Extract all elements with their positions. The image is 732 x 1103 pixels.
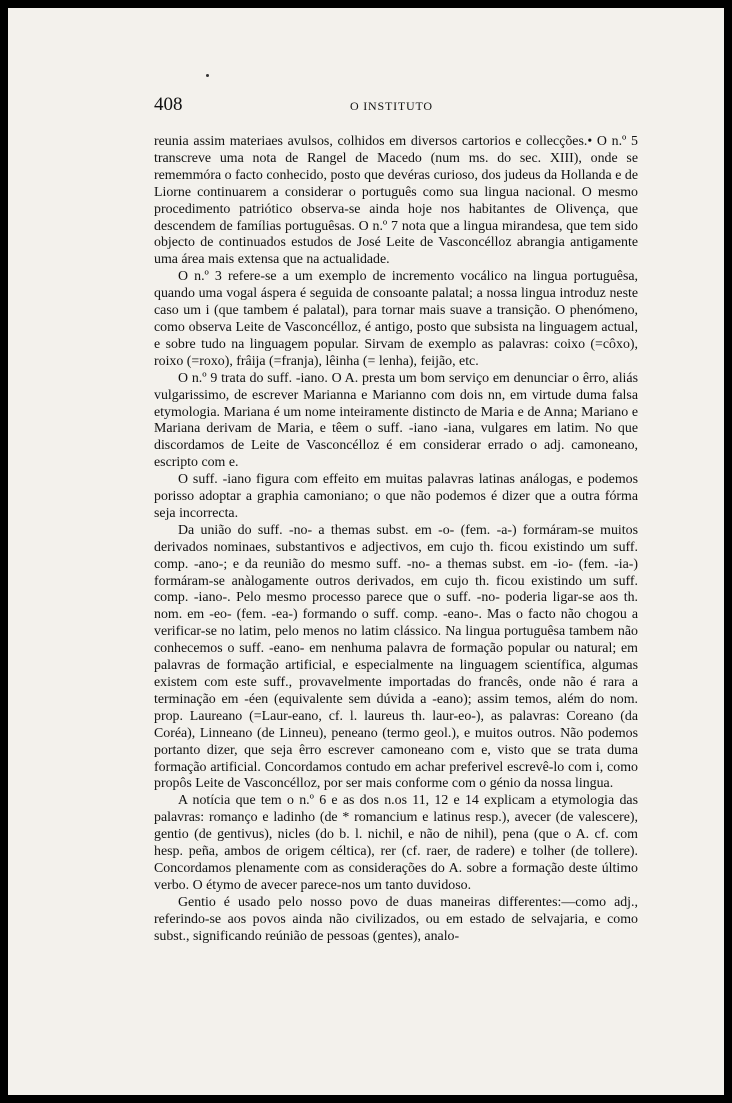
- scan-speck: [206, 74, 209, 77]
- body-text: [154, 134, 638, 946]
- paragraph-2: O n.º 3 refere-se a um exemplo de incremento vocálico na lingua portuguêsa, quando uma vogal áspera é seguida de consoante palatal; a nossa lingua introduz neste caso um i (que tambem é palatal), para tornar mais suave a transição. O phenómeno, como observa Leite de Vasconcélloz, é antigo, posto que subsista na linguagem actual, e sobre tudo na linguagem popular. Sirvam de exemplo as palavras: coixo (=côxo), roixo (=roxo), frâija (=franja), lêinha (= lenha), feijão, etc.: [154, 269, 638, 369]
- running-title: O INSTITUTO: [350, 99, 433, 113]
- scanned-page: [8, 8, 724, 1095]
- paragraph-1: reunia assim materiaes avulsos, colhidos em diversos cartorios e collecções.• O n.º 5 transcreve uma nota de Rangel de Macedo (num ms. do sec. XIII), onde se rememmóra o facto conhecido, posto que devéras curioso, dos judeus da Hollanda e de Liorne continuarem a considerar o português como sua lingua nacional. O mesmo procedimento patriótico observa-se ainda hoje nos habitantes de Olivença, que descendem de famílias portuguêsas. O n.º 7 nota que a lingua mirandesa, que tem sido objecto de continuados estudos de José Leite de Vasconcélloz abrangia antigamente uma área mais extensa que na actualidade.: [154, 134, 638, 268]
- page-number: 408: [154, 94, 183, 115]
- paragraph-6: A notícia que tem o n.º 6 e as dos n.os 11, 12 e 14 explicam a etymologia das palavras: romanço e ladinho (de * romancium e latinus resp.), avecer (de valescere), gentio (de gentivus), nicles (do b. l. nichil, e não de nihil), pena (que o A. cf. com hesp. peña, ambos de origem céltica), rer (cf. raer, de radere) e tolher (de tollere). Concordamos plenamente com as considerações do A. sobre a formação deste último verbo. O étymo de avecer parece-nos um tanto duvidoso.: [154, 793, 638, 893]
- paragraph-3: O n.º 9 trata do suff. -iano. O A. presta um bom serviço em denunciar o êrro, aliás vulgarissimo, de escrever Marianna e Marianno com dois nn, em virtude duma falsa etymologia. Mariana é um nome inteiramente distincto de Maria e de Anna; Mariano e Mariana derivam de Maria, e têem o suff. -iano -iana, vulgares em latim. No que discordamos de Leite de Vasconcélloz é em considerar errado o adj. camoneano, escripto com e.: [154, 370, 638, 471]
- paragraph-7: Gentio é usado pelo nosso povo de duas maneiras differentes:—como adj., referindo-se aos povos ainda não civilizados, ou em estado de selvajaria, e como subst., significando reúnião de pessoas (gentes), analo-: [154, 894, 638, 944]
- paragraph-4: O suff. -iano figura com effeito em muitas palavras latinas análogas, e podemos porisso adoptar a graphia camoniano; o que não podemos é dizer que a outra fórma seja incorrecta.: [154, 472, 638, 521]
- page-header: [154, 94, 638, 120]
- paragraph-5: Da união do suff. -no- a themas subst. em -o- (fem. -a-) formáram-se muitos derivados nominaes, substantivos e adjectivos, em cujo th. ficou existindo um suff. comp. -ano-; e da reunião do mesmo suff. -no- a themas subst. em -io- (fem. -ia-) formáram-se anàlogamente outros derivados, em cujo th. ficou existindo um suff. comp. -iano-. Pelo mesmo processo parece que o suff. -no- poderia ligar-se aos th. nom. em -eo- (fem. -ea-) formando o suff. comp. -eano-. Mas o facto não chogou a verificar-se no latim, pelo menos no latim clássico. Na lingua portuguêsa tambem não conhecemos o suff. -eano- em nenhuma palavra de formação popular ou natural; em palavras de formação artificial, e especialmente na linguagem scientífica, algumas existem com este suff., provavelmente importadas do francês, onde não é rara a terminação em -éen (equivalente sem dúvida a -eano); assim temos, além do nom. prop. Laureano (=Laur-eano, cf. l. laureus th. laur-eo-), as palavras: Coreano (da Coréa), Linneano (de Linneu), peneano (termo geol.), e muitos outros. Não podemos portanto dizer, que seja êrro escrever camoneano com e, visto que se trata duma formação artificial. Concordamos contudo em achar preferivel escrevê-lo com i, como propôs Leite de Vasconcélloz, por ser mais conforme com o génio da nossa lingua.: [154, 522, 638, 792]
